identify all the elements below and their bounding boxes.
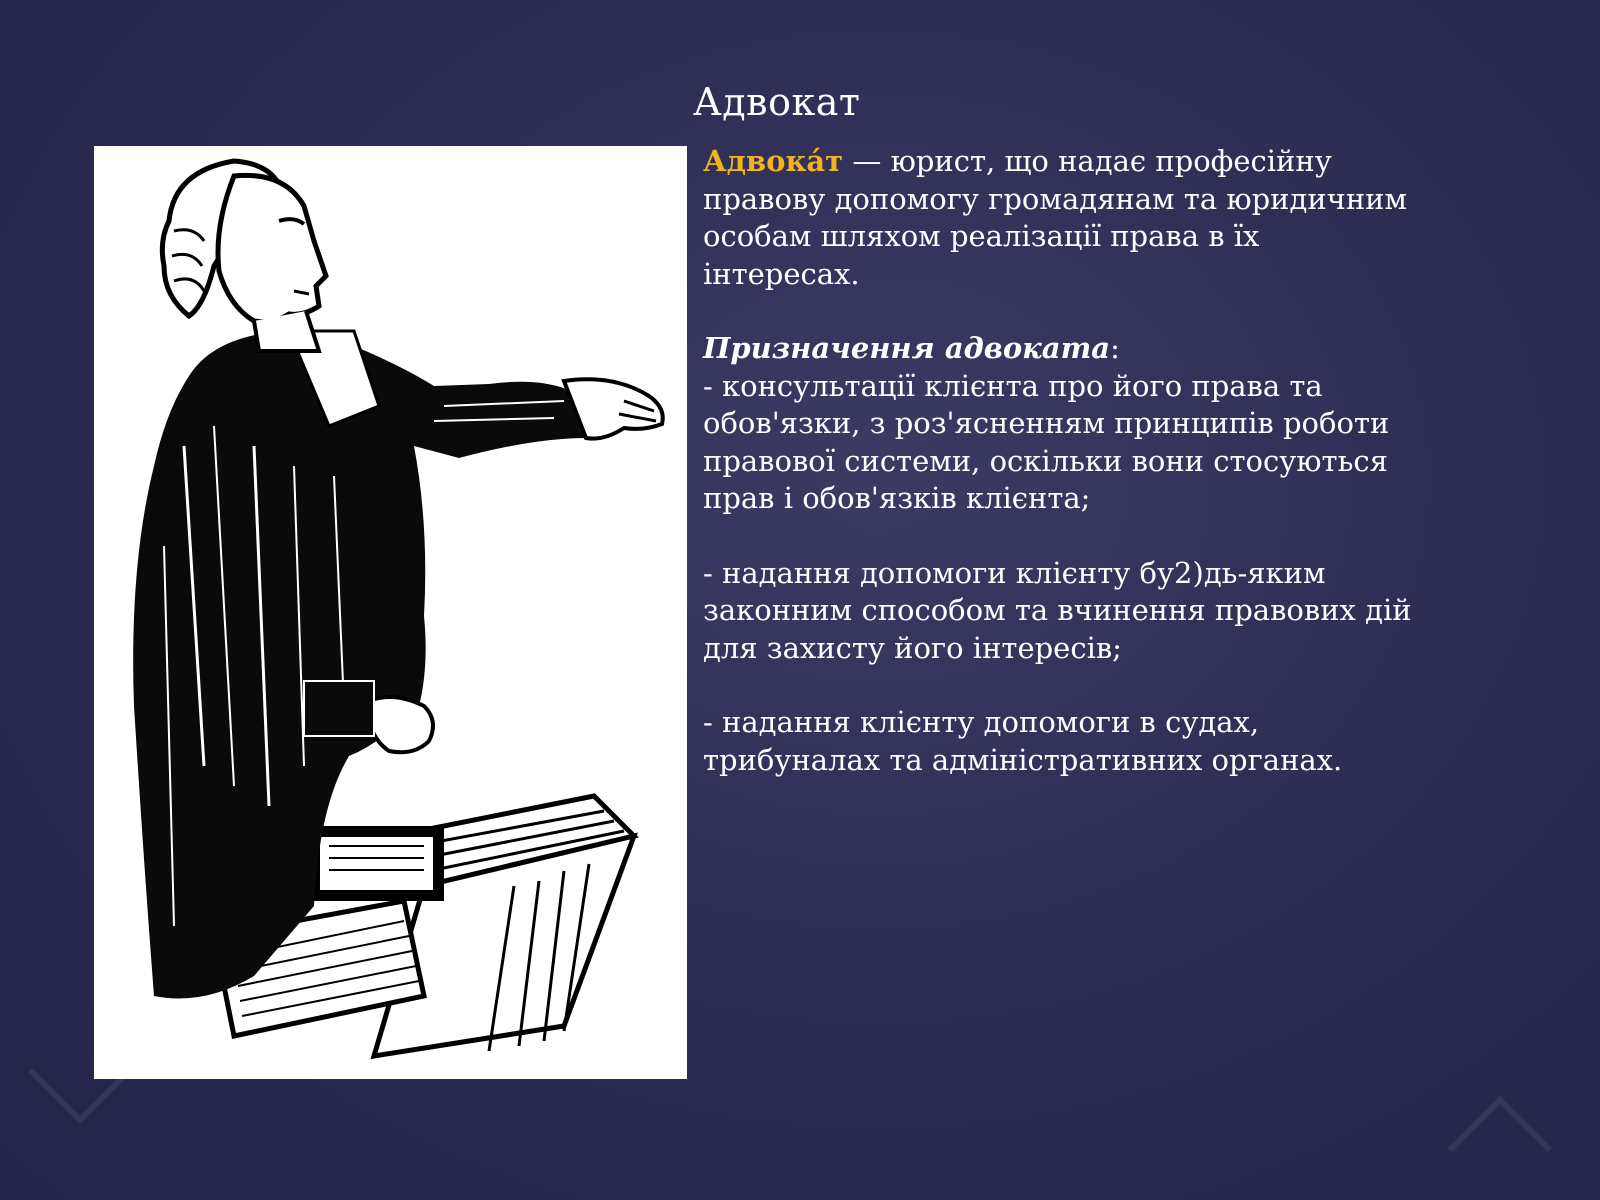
purpose-title: Призначення адвоката: [703, 331, 1111, 365]
purpose-item: - надання допомоги клієнту бу2)дь-яким законним способом та вчинення правових дій для захисту його інтересів;: [703, 555, 1412, 665]
definition-text: — юрист, що надає професійну правову допомогу громадянам та юридичним особам шляхом реалізації права в їх інтересах.: [703, 144, 1408, 291]
purpose-colon: :: [1110, 331, 1120, 365]
definition-paragraph: [703, 143, 1423, 293]
purpose-item: - надання клієнту допомоги в судах, трибуналах та адміністративних органах.: [703, 705, 1343, 777]
lawyer-drawing: [94, 146, 687, 1079]
lawyer-head: [162, 161, 326, 351]
background-decoration: [1440, 1040, 1560, 1160]
slide-body: [703, 143, 1423, 779]
purpose-heading: [703, 330, 1423, 368]
lawyer-illustration: [94, 146, 687, 1079]
purpose-item: - консультації клієнта про його права та обов'язки, з роз'ясненням принципів роботи правової системи, оскільки вони стосуються прав і обов'язків клієнта;: [703, 368, 1390, 515]
slide-title: Адвокат: [693, 80, 861, 124]
definition-term: Адвока́т: [703, 144, 844, 178]
